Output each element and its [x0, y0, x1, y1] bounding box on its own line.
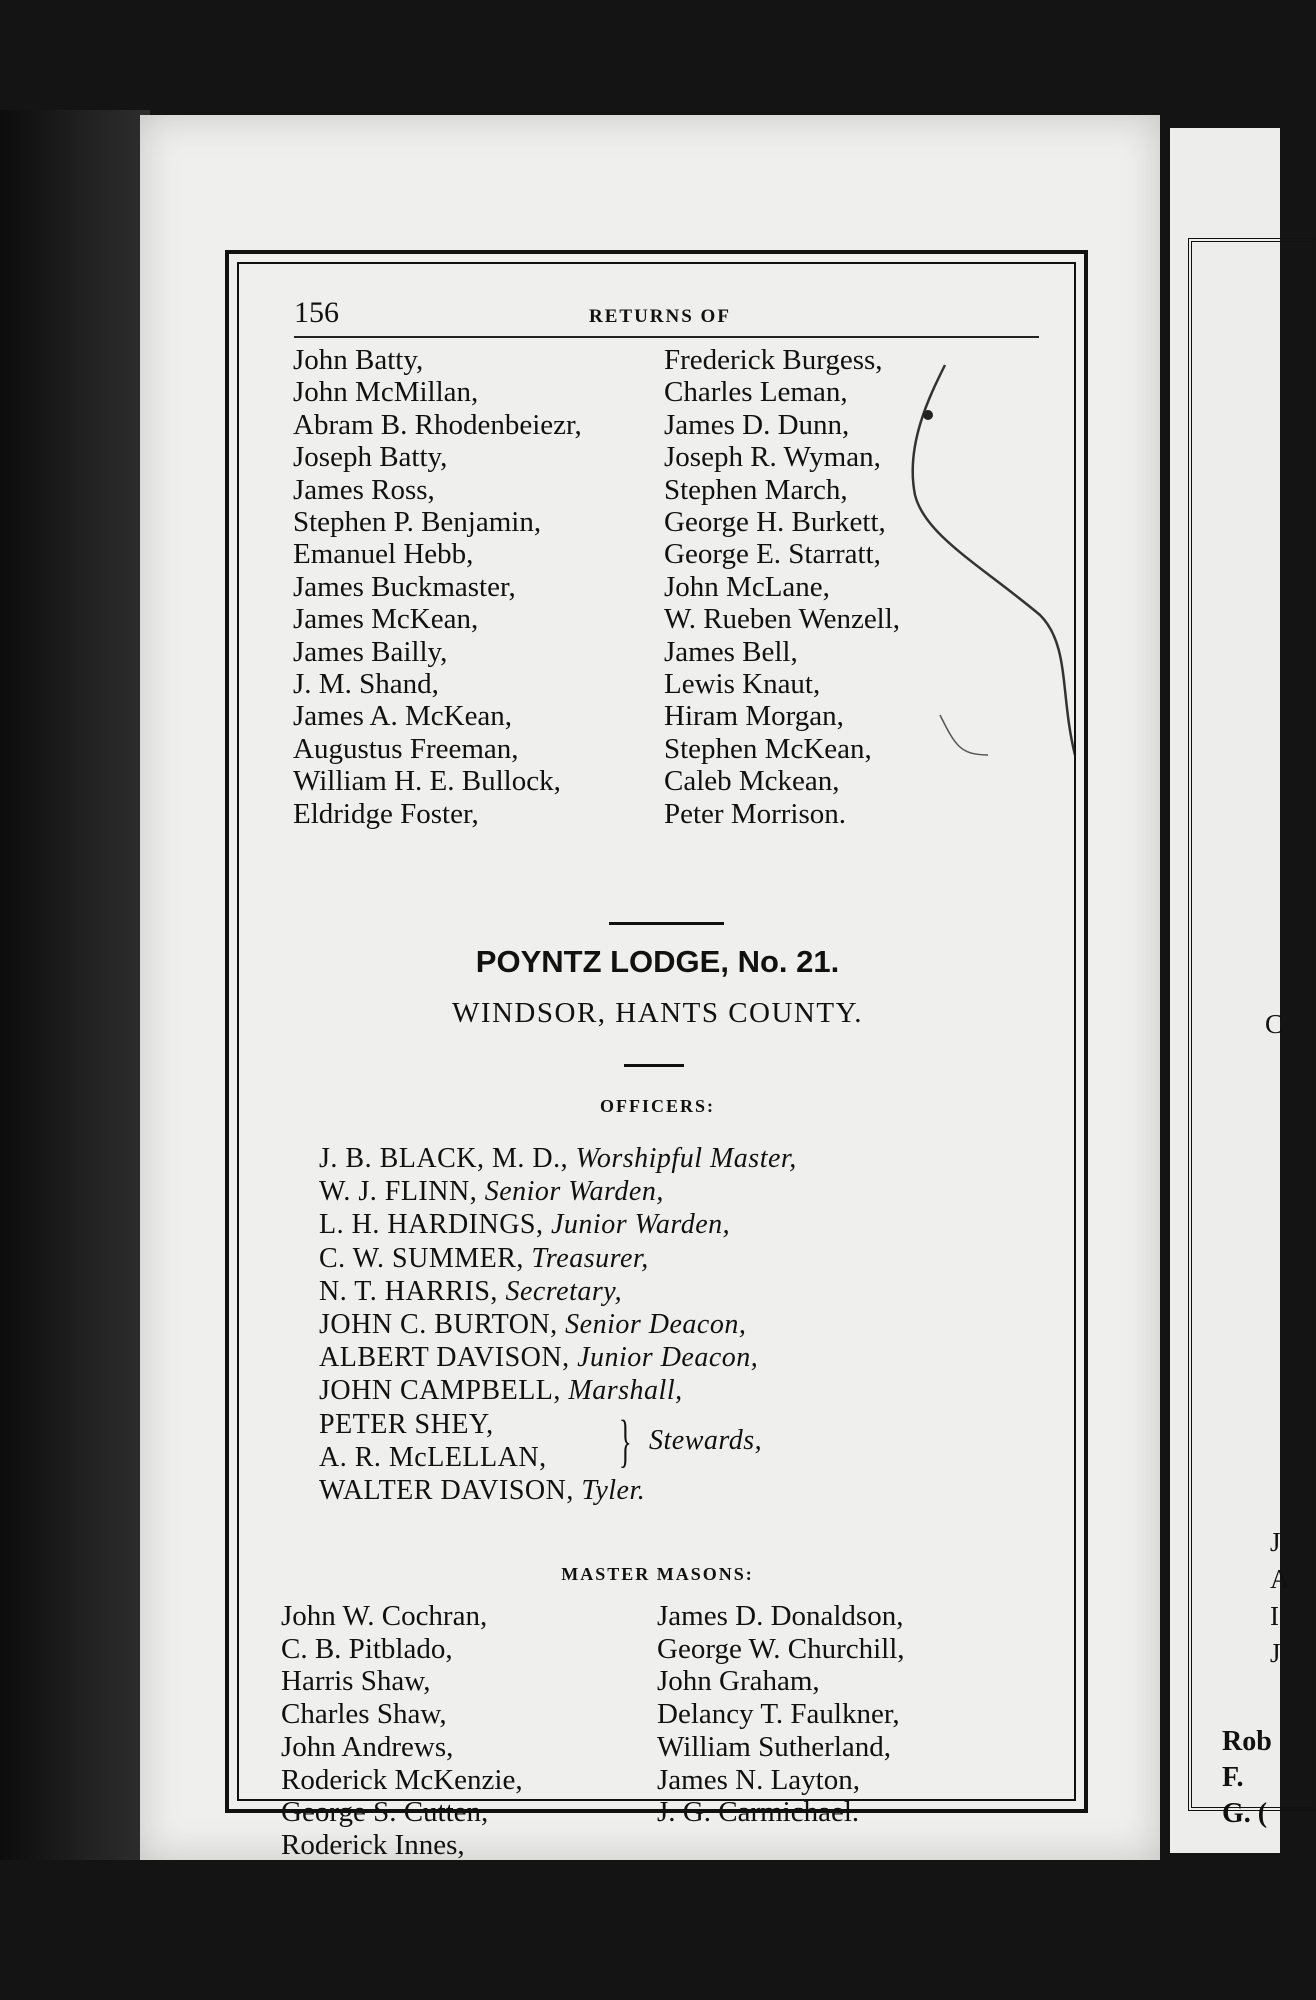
list-item: Harris Shaw, [281, 1665, 431, 1698]
list-item: William H. E. Bullock, [293, 765, 561, 798]
list-item: John Andrews, [281, 1730, 454, 1763]
section-divider [624, 1064, 684, 1067]
officer-name: L. H. HARDINGS, [319, 1209, 544, 1241]
officer-title: Worshipful Master, [575, 1143, 797, 1174]
officer-title: Senior Warden, [484, 1176, 664, 1208]
list-item: Joseph R. Wyman, [664, 441, 881, 474]
officers-list [319, 1142, 919, 1507]
list-item: Charles Shaw, [281, 1698, 447, 1731]
running-head: RETURNS OF [589, 306, 731, 327]
brace-glyph: } [619, 1407, 632, 1473]
members-right-column [664, 344, 900, 830]
page-header [294, 296, 1039, 338]
list-item: Eldridge Foster, [293, 797, 479, 830]
lodge-location: WINDSOR, HANTS COUNTY. [451, 997, 864, 1029]
officer-row [319, 1208, 919, 1241]
officer-row [319, 1308, 919, 1341]
list-item: Emanuel Hebb, [293, 538, 474, 571]
list-item: J. M. Shand, [293, 668, 439, 701]
list-item: John Graham, [657, 1665, 820, 1698]
list-item: Stephen P. Benjamin, [293, 506, 542, 539]
list-item: George S. Cutten, [281, 1796, 489, 1829]
list-item: Abram B. Rhodenbeiezr, [293, 408, 582, 441]
officer-title: Junior Deacon, [577, 1342, 759, 1374]
officer-name: ALBERT DAVISON, [319, 1342, 570, 1374]
facing-page-fragment: A [1270, 1564, 1290, 1594]
facing-page-fragment: Rob [1222, 1726, 1272, 1757]
list-item: James A. McKean, [293, 700, 513, 733]
officer-name: JOHN C. BURTON, [319, 1309, 558, 1341]
facing-page-fragment: C [1265, 1009, 1284, 1039]
officer-title: Junior Warden, [551, 1209, 731, 1241]
list-item: Lewis Knaut, [664, 668, 821, 701]
master-masons-left-column [281, 1600, 523, 1862]
list-item: John Batty, [293, 344, 424, 376]
list-item: James N. Layton, [657, 1763, 860, 1796]
list-item: Delancy T. Faulkner, [657, 1698, 900, 1731]
master-masons-heading: MASTER MASONS: [561, 1564, 754, 1584]
officer-row [319, 1275, 919, 1308]
list-item: Roderick Innes, [281, 1828, 465, 1861]
facing-page-fragment: F. [1222, 1762, 1244, 1793]
list-item: Charles Leman, [664, 376, 848, 409]
list-item: Peter Morrison. [664, 797, 847, 830]
list-item: James McKean, [293, 603, 479, 636]
master-masons-right-column [657, 1600, 905, 1829]
officer-title: Secretary, [505, 1275, 623, 1307]
list-item: John McLane, [664, 570, 830, 603]
officer-row [319, 1474, 919, 1507]
officer-row [319, 1242, 919, 1275]
officer-name: A. R. McLELLAN, [319, 1441, 547, 1473]
officer-name: C. W. SUMMER, [319, 1242, 524, 1274]
book-spine [0, 110, 150, 1860]
document-page [140, 115, 1160, 1860]
list-item: Stephen McKean, [664, 732, 872, 765]
list-item: George H. Burkett, [664, 506, 886, 539]
list-item: James D. Donaldson, [657, 1600, 904, 1632]
list-item: Joseph Batty, [293, 441, 448, 474]
list-item: Frederick Burgess, [664, 344, 883, 376]
list-item: Hiram Morgan, [664, 700, 844, 733]
page-border-inner [237, 262, 1076, 1861]
officer-title: Tyler. [581, 1474, 646, 1506]
list-item: James Ross, [293, 473, 435, 506]
list-item: W. Rueben Wenzell, [664, 603, 901, 636]
list-item: James Buckmaster, [293, 570, 516, 603]
list-item: Stephen March, [664, 473, 848, 506]
facing-page-fragment: I [1270, 1601, 1279, 1631]
officer-title: Treasurer, [531, 1242, 649, 1274]
facing-page-fragment: G. ( [1222, 1798, 1268, 1829]
list-item: James Bell, [664, 635, 798, 668]
list-item: John McMillan, [293, 376, 479, 409]
stewards-group [319, 1408, 919, 1474]
officer-row [319, 1175, 919, 1208]
list-item: Caleb Mckean, [664, 765, 840, 798]
officer-row [319, 1374, 919, 1407]
page-number: 156 [294, 296, 339, 329]
facing-page-fragment: J [1270, 1527, 1281, 1557]
list-item: George E. Starratt, [664, 538, 881, 571]
lodge-title: POYNTZ LODGE, No. 21. [475, 944, 840, 979]
officer-title: Senior Deacon, [565, 1309, 747, 1341]
list-item: John W. Cochran, [281, 1600, 488, 1632]
facing-page-frame [1188, 238, 1316, 1811]
facing-page-fragment: J [1270, 1638, 1281, 1668]
officer-name: WALTER DAVISON, [319, 1474, 574, 1506]
officer-name: JOHN CAMPBELL, [319, 1375, 561, 1407]
officer-title: Marshall, [568, 1375, 683, 1407]
list-item: Roderick McKenzie, [281, 1763, 523, 1796]
list-item: James Bailly, [293, 635, 448, 668]
list-item: C. B. Pitblado, [281, 1632, 453, 1665]
officer-row [319, 1142, 919, 1175]
list-item: J. G. Carmichael. [657, 1796, 860, 1829]
officer-row [319, 1341, 919, 1374]
list-item: James D. Dunn, [664, 408, 850, 441]
officers-heading: OFFICERS: [599, 1096, 715, 1116]
facing-page [1170, 128, 1290, 1853]
list-item: Augustus Freeman, [293, 732, 519, 765]
section-divider [609, 922, 724, 925]
officer-name: J. B. BLACK, M. D., [319, 1143, 569, 1174]
list-item: George W. Churchill, [657, 1632, 905, 1665]
members-left-column [293, 344, 582, 830]
officer-title: Stewards, [649, 1424, 763, 1456]
officer-name: N. T. HARRIS, [319, 1275, 498, 1307]
officer-name: W. J. FLINN, [319, 1176, 478, 1208]
list-item: William Sutherland, [657, 1730, 892, 1763]
page-border [225, 250, 1088, 1861]
officer-name: PETER SHEY, [319, 1408, 494, 1440]
